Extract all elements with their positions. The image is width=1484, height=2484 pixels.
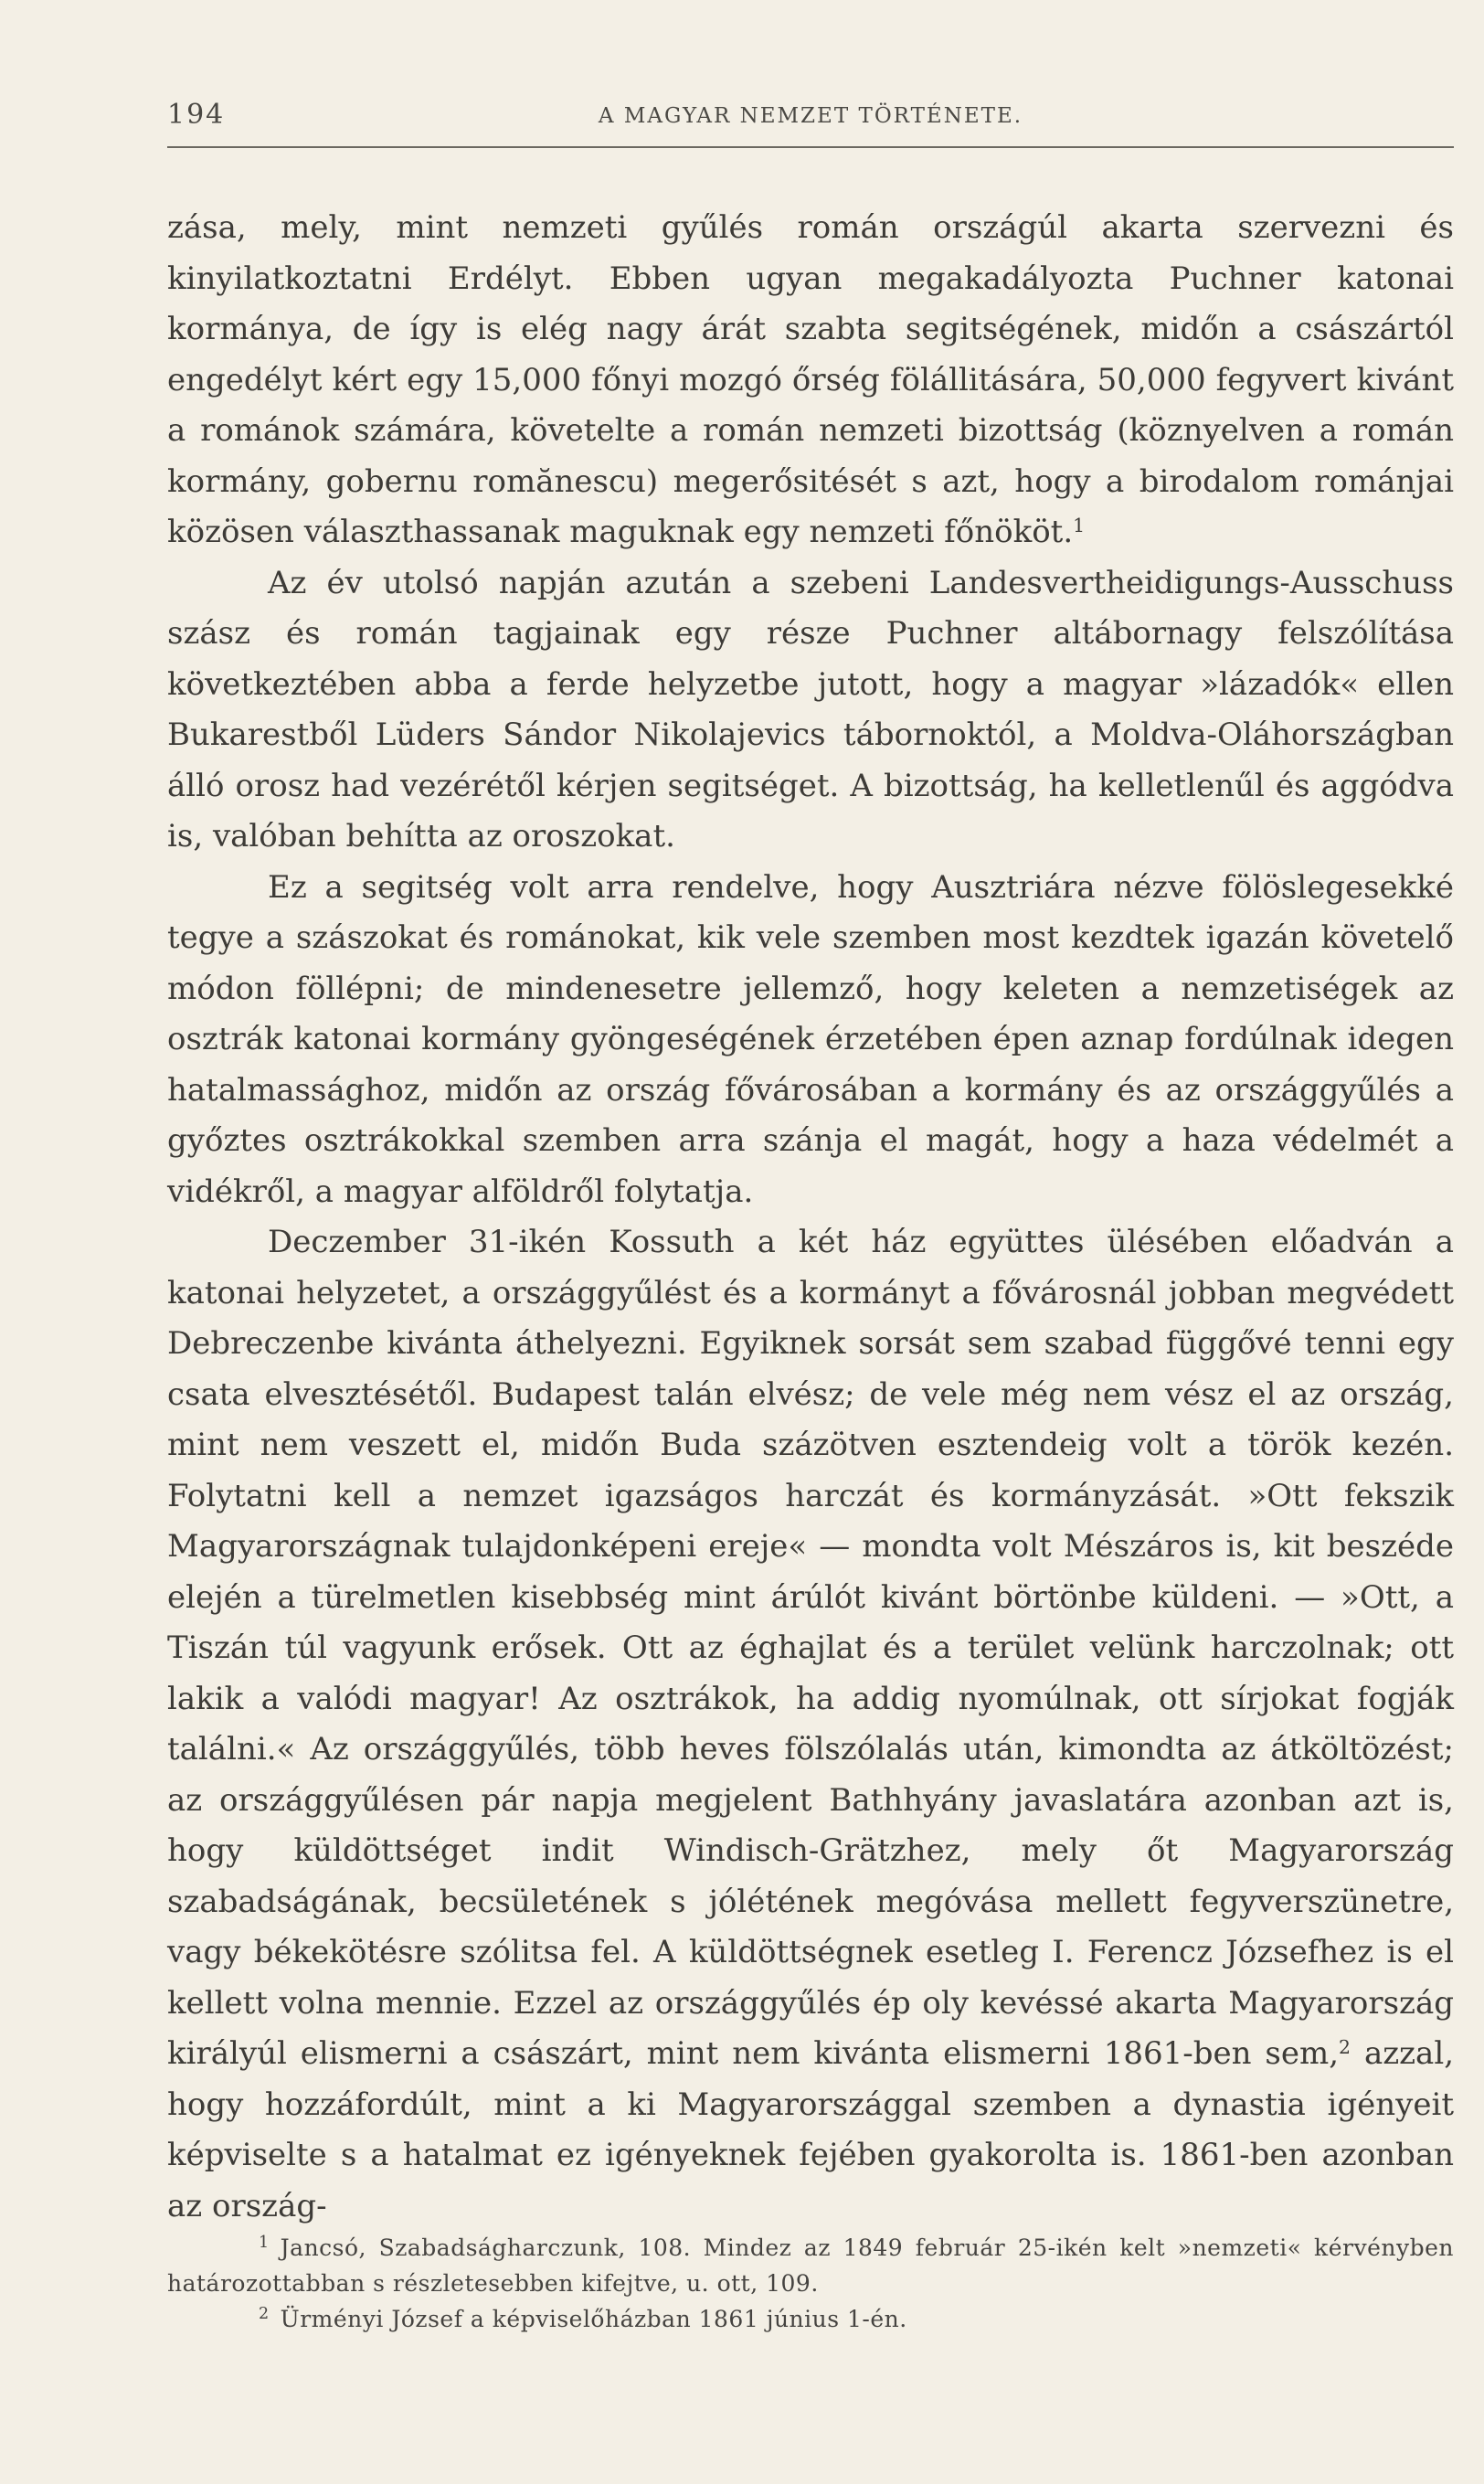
- footnotes: [167, 2230, 1454, 2337]
- paragraph-text: Az év utolsó napján azután a szebeni Landesvertheidigungs-Ausschuss szász és román tagjainak egy része Puchner altábornagy felszólítása következtében abba a ferde helyzetbe jutott, hogy a magyar »lázadók« ellen Bukarestből Lüders Sándor Nikolajevics tábornoktól, a Moldva-Oláhországban álló orosz had vezérétől kérjen segitséget. A bizottság, ha kelletlenűl és aggódva is, valóban behítta az oroszokat.: [167, 564, 1454, 855]
- paragraph-text-tail: azzal, hogy hozzáfordúlt, mint a ki Magyarországgal szemben a dynastia igényeit képviselte s a hatalmat ez igényeknek fejében gyakorolta is. 1861-ben azonban az ország-: [167, 2035, 1454, 2224]
- footnote-mark: 2: [259, 2305, 270, 2324]
- footnote-ref: 1: [1073, 514, 1086, 536]
- footnote-mark: 1: [259, 2234, 270, 2253]
- page-header: [167, 99, 1454, 148]
- paragraph: [167, 1217, 1454, 2232]
- running-title: A MAGYAR NEMZET TÖRTÉNETE.: [598, 104, 1023, 128]
- paragraph: [167, 558, 1454, 863]
- footnote-text: Jancsó, Szabadságharczunk, 108. Mindez az 1849 február 25-ikén kelt »nemzeti« kérvényben határozottabban s részletesebben kifejtve, u. ott, 109.: [167, 2235, 1454, 2297]
- footnote: [167, 2301, 1454, 2337]
- body-text: [167, 203, 1454, 2232]
- footnote: [167, 2230, 1454, 2301]
- footnote-text: Ürményi József a képviselőházban 1861 június 1-én.: [280, 2306, 907, 2332]
- paragraph: [167, 863, 1454, 1218]
- paragraph-text: Ez a segitség volt arra rendelve, hogy Ausztriára nézve fölöslegesekké tegye a szászokat és románokat, kik vele szemben most kezdtek igazán követelő módon föllépni; de mindenesetre jellemző, hogy keleten a nemzetiségek az osztrák katonai kormány gyöngeségének érzetében épen aznap fordúlnak idegen hatalmassághoz, midőn az ország fővárosában a kormány és az országgyűlés a győztes osztrákokkal szemben arra szánja el magát, hogy a haza védelmét a vidékről, a magyar alföldről folytatja.: [167, 868, 1454, 1210]
- paragraph: [167, 203, 1454, 558]
- footnote-ref: 2: [1339, 2035, 1352, 2058]
- page-number: 194: [167, 99, 226, 131]
- paragraph-text: Deczember 31-ikén Kossuth a két ház együttes ülésében előadván a katonai helyzetet, a országgyűlést és a kormányt a fővárosnál jobban megvédett Debreczenbe kivánta áthelyezni. Egyiknek sorsát sem szabad függővé tenni egy csata elvesztésétől. Budapest talán elvész; de vele még nem vész el az ország, mint nem veszett el, midőn Buda százötven esztendeig volt a török kezén. Folytatni kell a nemzet igazságos harczát és kormányzását. »Ott fekszik Magyarországnak tulajdonképeni ereje« — mondta volt Mészáros is, kit beszéde elején a türelmetlen kisebbség mint árúlót kivánt börtönbe küldeni. — »Ott, a Tiszán túl vagyunk erősek. Ott az éghajlat és a terület velünk harczolnak; ott lakik a valódi magyar! Az osztrákok, ha addig nyomúlnak, ott sírjokat fogják találni.« Az országgyűlés, több heves fölszólalás után, kimondta az átköltözést; az országgyűlésen pár napja megjelent Bathhyány javaslatára azonban azt is, hogy küldöttséget indit Windisch-Grätzhez, mely őt Magyarország szabadságának, becsületének s jólétének megóvása mellett fegyverszünetre, vagy békekötésre szólitsa fel. A küldöttségnek esetleg I. Ferencz Józsefhez is el kellett volna mennie. Ezzel az országgyűlés ép oly kevéssé akarta Magyarország királyúl elismerni a császárt, mint nem kivánta elismerni 1861-ben sem,: [167, 1224, 1454, 2072]
- paragraph-text: zása, mely, mint nemzeti gyűlés román országúl akarta szervezni és kinyilatkoztatni Erdélyt. Ebben ugyan megakadályozta Puchner katonai kormánya, de így is elég nagy árát szabta segitségének, midőn a császártól engedélyt kért egy 15,000 főnyi mozgó őrség fölállitására, 50,000 fegyvert kivánt a románok számára, követelte a román nemzeti bizottság (köznyelven a román kormány, gobernu romănescu) megerősitését s azt, hogy a birodalom románjai közösen választhassanak maguknak egy nemzeti főnököt.: [167, 209, 1454, 550]
